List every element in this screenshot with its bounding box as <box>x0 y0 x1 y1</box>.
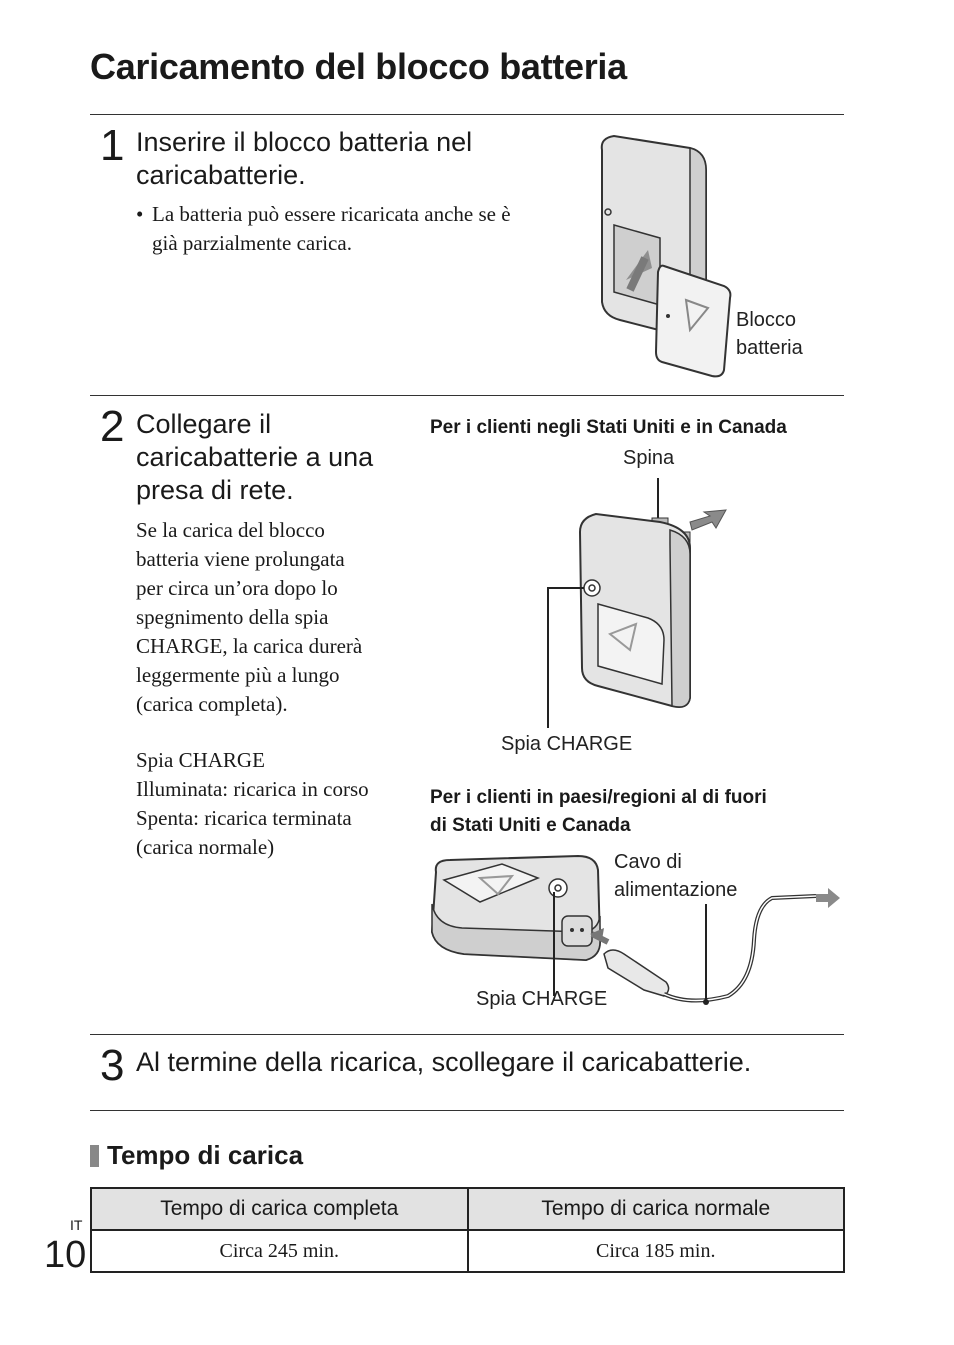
body-line: Se la carica del blocco <box>136 518 325 542</box>
body-line: spegnimento della spia <box>136 605 329 629</box>
label-line: alimentazione <box>614 879 738 901</box>
label-line: batteria <box>736 337 803 359</box>
step-number: 2 <box>100 402 125 451</box>
body-line: per circa un’ora dopo lo <box>136 576 338 600</box>
section-title-text: Tempo di carica <box>107 1140 304 1170</box>
label-line: Blocco <box>736 309 797 331</box>
divider <box>90 1034 844 1035</box>
divider <box>90 114 844 115</box>
charge-time-table <box>90 1187 845 1273</box>
us-charger-illustration <box>540 474 740 736</box>
divider <box>90 1110 844 1111</box>
us-charge-label: Spia CHARGE <box>501 733 633 755</box>
language-code: IT <box>70 1217 83 1233</box>
plug-label: Spina <box>623 447 675 469</box>
table-cell: Circa 185 min. <box>468 1230 845 1272</box>
heading-line: di Stati Uniti e Canada <box>430 815 631 836</box>
table-cell: Circa 245 min. <box>91 1230 468 1272</box>
table-row <box>91 1230 844 1272</box>
divider <box>90 395 844 396</box>
step-heading-line: Inserire il blocco batteria nel <box>136 127 473 157</box>
page-number: 10 <box>44 1234 87 1276</box>
body-line: CHARGE, la carica durerà <box>136 634 363 658</box>
status-line: Illuminata: ricarica in corso <box>136 777 369 801</box>
bullet-text: già parzialmente carica. <box>152 231 352 255</box>
step-heading-line: caricabatterie a una <box>136 442 374 472</box>
other-charge-label: Spia CHARGE <box>476 988 608 1010</box>
bullet-note: • La batteria può essere ricaricata anche se è già parzialmente carica. <box>136 200 576 258</box>
table-header-row <box>91 1188 844 1230</box>
heading-line: Per i clienti in paesi/regioni al di fuori <box>430 787 767 808</box>
charger-battery-illustration <box>590 130 740 380</box>
us-heading: Per i clienti negli Stati Uniti e in Canada <box>430 417 787 438</box>
battery-label <box>736 306 803 362</box>
page-title: Caricamento del blocco batteria <box>90 46 627 87</box>
step-heading: Al termine della ricarica, scollegare il caricabatterie. <box>136 1047 752 1077</box>
section-marker <box>90 1145 99 1167</box>
body-line: batteria viene prolungata <box>136 547 345 571</box>
status-line: Spenta: ricarica terminata <box>136 806 352 830</box>
charge-status-legend <box>136 746 426 862</box>
step-heading <box>136 126 472 192</box>
step-number: 1 <box>100 121 125 170</box>
step-heading-line: caricabatterie. <box>136 160 306 190</box>
step-heading <box>136 408 373 507</box>
status-line: (carica normale) <box>136 835 275 859</box>
body-line: (carica completa). <box>136 692 288 716</box>
step-heading-line: presa di rete. <box>136 475 294 505</box>
bullet-text: La batteria può essere ricaricata anche se è <box>152 202 511 226</box>
other-heading <box>430 784 767 840</box>
body-line: leggermente più a lungo <box>136 663 340 687</box>
table-header-cell: Tempo di carica completa <box>91 1188 468 1230</box>
step-heading-line: Collegare il <box>136 409 272 439</box>
step-number: 3 <box>100 1041 125 1090</box>
step-body <box>136 516 426 719</box>
table-header-cell: Tempo di carica normale <box>468 1188 845 1230</box>
status-line: Spia CHARGE <box>136 748 265 772</box>
section-title <box>90 1140 303 1171</box>
label-line: Cavo di <box>614 851 682 873</box>
